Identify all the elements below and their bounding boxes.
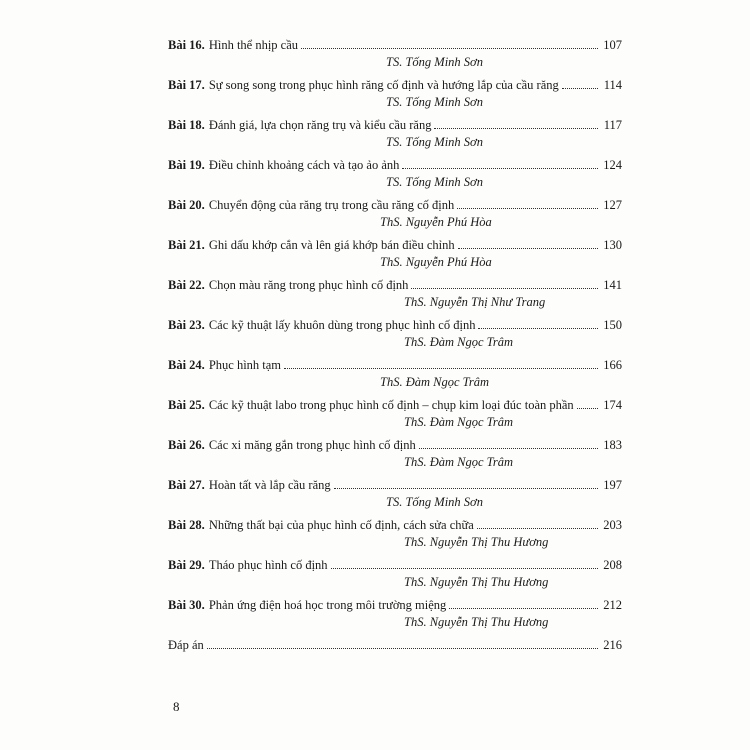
lesson-author: ThS. Nguyễn Phú Hòa [380, 215, 492, 229]
toc-page-number: 183 [603, 438, 622, 452]
toc-entry [168, 632, 622, 652]
dot-leader [402, 167, 598, 169]
toc-page-number: 174 [603, 398, 622, 412]
lesson-number: Bài 21. [168, 238, 205, 252]
lesson-number: Bài 29. [168, 558, 205, 572]
dot-leader [478, 327, 598, 329]
dot-leader [207, 647, 598, 649]
dot-leader [457, 207, 598, 209]
lesson-title: Tháo phục hình cố định [208, 558, 328, 572]
toc-entry [168, 552, 622, 572]
page-number: 8 [173, 699, 180, 714]
toc-entry [168, 312, 622, 332]
toc-page-number: 130 [603, 238, 622, 252]
toc-page-number: 150 [603, 318, 622, 332]
lesson-number: Bài 28. [168, 518, 205, 532]
toc-page-number: 114 [603, 78, 622, 92]
lesson-number: Bài 16. [168, 38, 205, 52]
lesson-title: Hình thể nhịp cầu [208, 38, 299, 52]
lesson-author: ThS. Nguyễn Thị Thu Hương [404, 615, 549, 629]
lesson-number: Bài 22. [168, 278, 205, 292]
toc-entry [168, 232, 622, 252]
toc-page-number: 141 [603, 278, 622, 292]
dot-leader [477, 527, 598, 529]
toc-page-number: 127 [603, 198, 622, 212]
lesson-author: ThS. Nguyễn Thị Thu Hương [404, 575, 549, 589]
lesson-number: Bài 17. [168, 78, 205, 92]
lesson-author: ThS. Đàm Ngọc Trâm [404, 415, 514, 429]
lesson-number: Bài 25. [168, 398, 205, 412]
lesson-title: Chọn màu răng trong phục hình cố định [208, 278, 409, 292]
lesson-author: TS. Tống Minh Sơn [386, 175, 483, 189]
lesson-title: Chuyển động của răng trụ trong cầu răng cố định [208, 198, 455, 212]
lesson-number: Bài 20. [168, 198, 205, 212]
lesson-title: Phục hình tạm [208, 358, 282, 372]
toc-page-number: 203 [603, 518, 622, 532]
toc-entry [168, 432, 622, 452]
lesson-author: ThS. Đàm Ngọc Trâm [380, 375, 490, 389]
toc-page-number: 117 [603, 118, 622, 132]
toc-page-number: 212 [603, 598, 622, 612]
toc-page-number: 124 [603, 158, 622, 172]
lesson-title: Điều chỉnh khoảng cách và tạo ảo ảnh [208, 158, 400, 172]
lesson-author: TS. Tống Minh Sơn [386, 95, 483, 109]
lesson-number: Bài 18. [168, 118, 205, 132]
lesson-author: ThS. Nguyễn Phú Hòa [380, 255, 492, 269]
toc-page-number: 208 [603, 558, 622, 572]
lesson-author: TS. Tống Minh Sơn [386, 55, 483, 69]
lesson-number: Bài 30. [168, 598, 205, 612]
toc-entry [168, 32, 622, 52]
lesson-title: Đáp án [168, 638, 204, 652]
lesson-author: ThS. Nguyễn Thị Như Trang [404, 295, 546, 309]
dot-leader [458, 247, 598, 249]
lesson-title: Những thất bại của phục hình cố định, cách sửa chữa [208, 518, 474, 532]
lesson-number: Bài 23. [168, 318, 205, 332]
dot-leader [301, 47, 598, 49]
toc-page-number: 107 [603, 38, 622, 52]
lesson-author: ThS. Đàm Ngọc Trâm [404, 335, 514, 349]
toc-entry [168, 112, 622, 132]
dot-leader [284, 367, 598, 369]
lesson-number: Bài 24. [168, 358, 205, 372]
toc-page-number: 166 [603, 358, 622, 372]
lesson-author: ThS. Đàm Ngọc Trâm [404, 455, 514, 469]
dot-leader [434, 127, 598, 129]
dot-leader [411, 287, 598, 289]
table-of-contents [168, 32, 622, 652]
toc-entry [168, 352, 622, 372]
dot-leader [449, 607, 598, 609]
dot-leader [577, 407, 598, 409]
toc-entry [168, 592, 622, 612]
lesson-author: ThS. Nguyễn Thị Thu Hương [404, 535, 549, 549]
lesson-number: Bài 27. [168, 478, 205, 492]
toc-page-number: 197 [603, 478, 622, 492]
dot-leader [562, 87, 598, 89]
lesson-number: Bài 26. [168, 438, 205, 452]
toc-entry [168, 512, 622, 532]
lesson-title: Phản ứng điện hoá học trong môi trường miệng [208, 598, 447, 612]
toc-entry [168, 272, 622, 292]
lesson-title: Sự song song trong phục hình răng cố định và hướng lắp của cầu răng [208, 78, 559, 92]
toc-entry [168, 192, 622, 212]
lesson-author: TS. Tống Minh Sơn [386, 495, 483, 509]
toc-entry [168, 72, 622, 92]
dot-leader [419, 447, 598, 449]
lesson-author: TS. Tống Minh Sơn [386, 135, 483, 149]
toc-entry [168, 472, 622, 492]
toc-entry [168, 152, 622, 172]
lesson-number: Bài 19. [168, 158, 205, 172]
lesson-title: Các kỹ thuật labo trong phục hình cố định – chụp kim loại đúc toàn phần [208, 398, 574, 412]
toc-entry [168, 392, 622, 412]
dot-leader [331, 567, 598, 569]
toc-page-number: 216 [603, 638, 622, 652]
dot-leader [334, 487, 598, 489]
lesson-title: Ghi dấu khớp cắn và lên giá khớp bán điều chỉnh [208, 238, 455, 252]
lesson-title: Hoàn tất và lắp cầu răng [208, 478, 331, 492]
lesson-title: Các xi măng gắn trong phục hình cố định [208, 438, 416, 452]
lesson-title: Đánh giá, lựa chọn răng trụ và kiểu cầu răng [208, 118, 432, 132]
lesson-title: Các kỹ thuật lấy khuôn dùng trong phục hình cố định [208, 318, 476, 332]
